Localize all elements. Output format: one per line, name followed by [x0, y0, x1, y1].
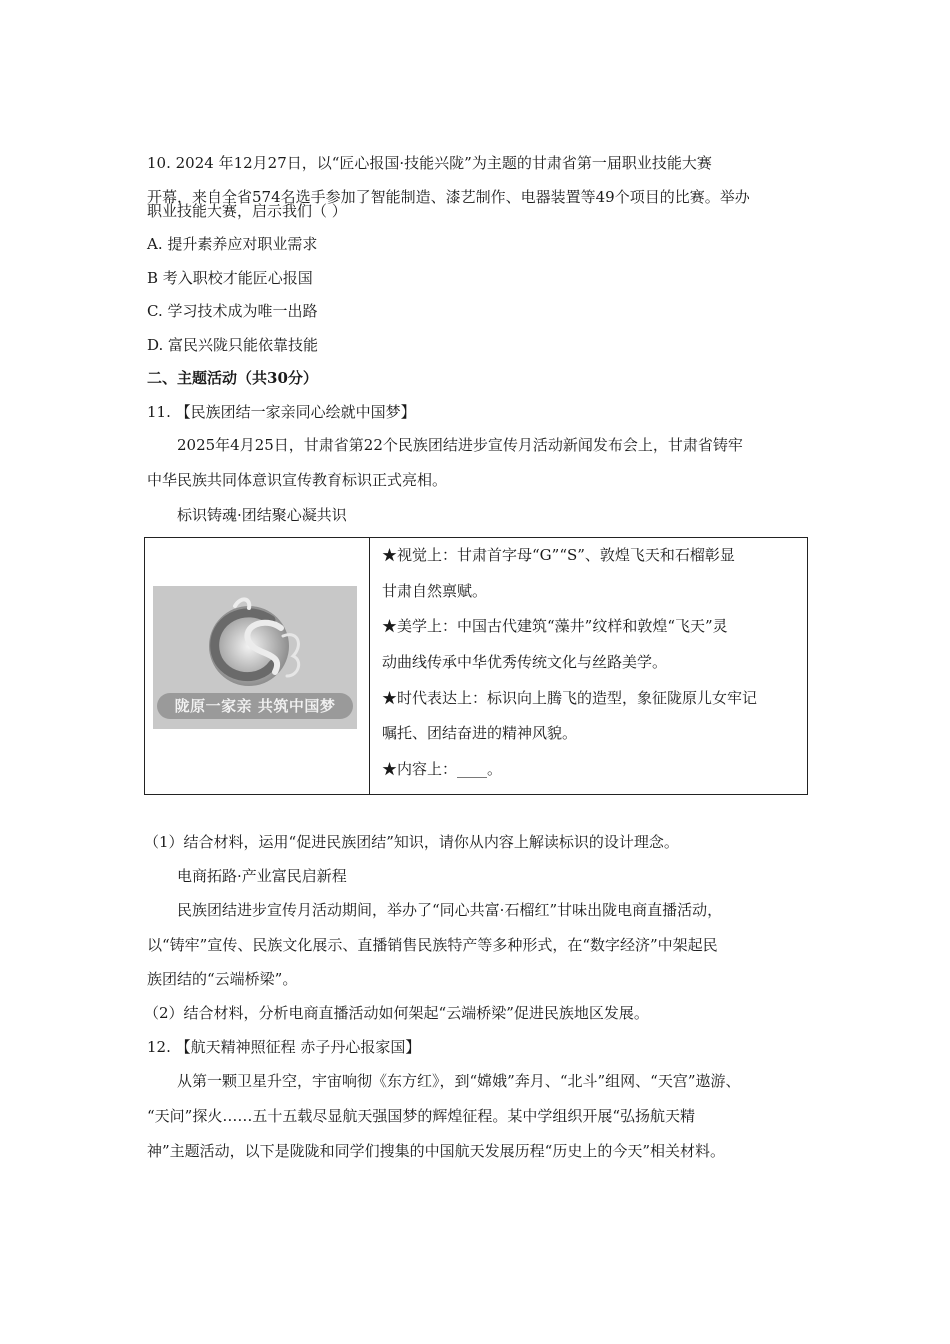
table-line-5: ★时代表达上：标识向上腾飞的造型，象征陇原儿女牢记 — [382, 689, 758, 707]
table-line-6: 嘱托、团结奋进的精神风貌。 — [382, 724, 578, 742]
q10-option-d: D. 富民兴陇只能依靠技能 — [147, 336, 319, 354]
q10-option-b: B 考入职校才能匠心报国 — [147, 269, 313, 287]
table-line-4: 动曲线传承中华优秀传统文化与丝路美学。 — [382, 653, 668, 671]
q12-line-2: “天问”探火……五十五载尽显航天强国梦的辉煌征程。某中学组织开展“弘扬航天精 — [147, 1107, 696, 1125]
q11-intro-line-2: 中华民族共同体意识宣传教育标识正式亮相。 — [147, 471, 448, 489]
table-line-2: 甘肃自然禀赋。 — [382, 582, 488, 600]
emblem-logo — [153, 586, 357, 729]
q11-material-line-1: 民族团结进步宣传月活动期间，举办了“同心共富·石榴红”甘味出陇电商直播活动， — [177, 901, 723, 919]
q11-subtitle-2: 电商拓路·产业富民启新程 — [177, 867, 347, 885]
section-title: 二、主题活动（共30分） — [147, 369, 318, 387]
emblem-banner-text: 陇原一家亲 共筑中国梦 — [157, 693, 353, 719]
table-line-1: ★视觉上：甘肃首字母“G”“S”、敦煌飞天和石榴彰显 — [382, 546, 735, 564]
q12-line-3: 神”主题活动，以下是陇陇和同学们搜集的中国航天发展历程“历史上的今天”相关材料。 — [147, 1142, 726, 1160]
q11-material-line-2: 以“铸牢”宣传、民族文化展示、直播销售民族特产等多种形式，在“数字经济”中架起民 — [147, 936, 718, 954]
q11-material-line-3: 族团结的“云端桥梁”。 — [147, 970, 298, 988]
q10-stem-line-2: 开幕，来自全省574名选手参加了智能制造、漆艺制作、电器装置等49个项目的比赛。举办 — [147, 188, 750, 206]
q11-heading: 11. 【民族团结一家亲同心绘就中国梦】 — [147, 403, 416, 421]
q11-subtitle-1: 标识铸魂·团结聚心凝共识 — [177, 506, 347, 524]
table-line-7: ★内容上：____。 — [382, 760, 503, 778]
q11-part-1: （1）结合材料，运用“促进民族团结”知识，请你从内容上解读标识的设计理念。 — [144, 833, 679, 851]
q10-option-c: C. 学习技术成为唯一出路 — [147, 302, 318, 320]
q10-option-a: A. 提升素养应对职业需求 — [147, 235, 318, 253]
q10-stem-line-3: 职业技能大赛，启示我们（ ） — [147, 202, 347, 220]
q12-line-1: 从第一颗卫星升空，宇宙响彻《东方红》，到“嫦娥”奔月、“北斗”组网、“天宫”遨游、 — [177, 1072, 741, 1090]
q10-stem-line-1: 10. 2024 年12月27日，以“匠心报国·技能兴陇”为主题的甘肃省第一届职业技能大赛 — [147, 154, 712, 172]
q11-part-2: （2）结合材料，分析电商直播活动如何架起“云端桥梁”促进民族地区发展。 — [144, 1004, 649, 1022]
q12-heading: 12. 【航天精神照征程 赤子丹心报家国】 — [147, 1038, 421, 1056]
table-divider — [369, 538, 370, 794]
table-line-3: ★美学上：中国古代建筑“藻井”纹样和敦煌“飞天”灵 — [382, 617, 728, 635]
q11-intro-line-1: 2025年4月25日，甘肃省第22个民族团结进步宣传月活动新闻发布会上，甘肃省铸牢 — [177, 436, 743, 454]
